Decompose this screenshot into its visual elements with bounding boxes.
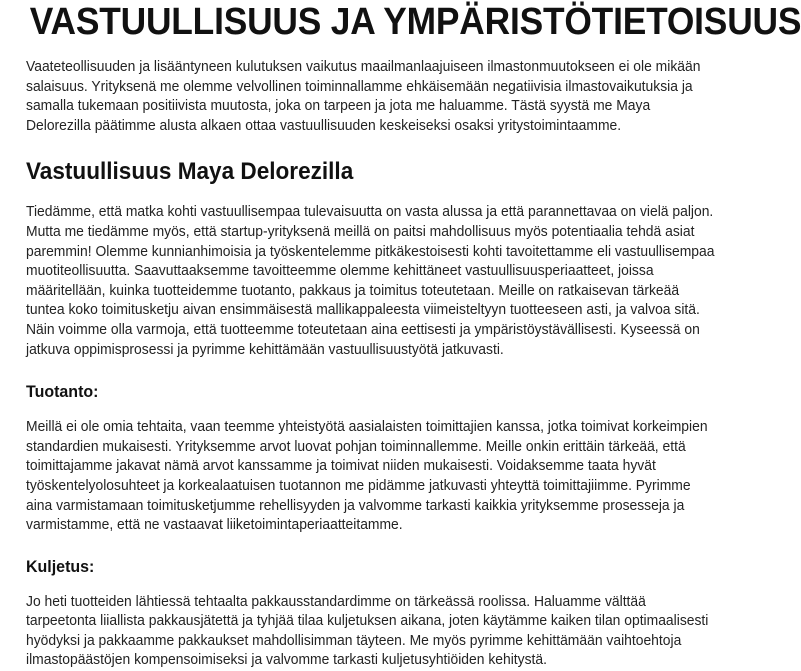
section-heading-tuotanto: Tuotanto: <box>26 382 99 402</box>
section-heading-vastuullisuus: Vastuullisuus Maya Delorezilla <box>26 158 354 186</box>
spacer <box>26 42 742 58</box>
page-title: VASTUULLISUUS JA YMPÄRISTÖTIETOISUUS <box>29 1 801 43</box>
spacer <box>26 185 742 203</box>
section-paragraph-kuljetus: Jo heti tuotteiden lähtiessä tehtaalta pakkausstandardimme on tärkeässä roolissa. Haluamme välttää tarpeetonta liiallista pakkausjätettä ja tyhjää tilaa kuljetuksen aikana, joten käytämme kaiken tilan optimaalisesti hyödyksi ja pakkaamme pakkaukset mahdollisimman täyteen. Me myös pyrimme kehittämään vaihtoehtoja ilmastopäästöjen kompensoimiseksi ja valvomme tarkasti kuljetusyhtiöiden kehitystä. <box>26 593 709 669</box>
section-paragraph-vastuullisuus: Tiedämme, että matka kohti vastuullisempaa tulevaisuutta on vasta alussa ja että parannettavaa on vielä paljon. Mutta me tiedämme myös, että startup-yrityksenä meillä on paitsi mahdollisuus myös potentiaalia tehdä asiat paremmin! Olemme kunnianhimoisia ja työskentelemme pitkäkestoisesti kohti tavoitettamme eli vastuullisempaa muotiteollisuutta. Saavuttaaksemme tavoitteemme olemme kehittäneet vastuullisuusperiaatteet, joissa määritellään, kuinka tuotteidemme tuotanto, pakkaus ja toimitus toteutetaan. Meille on ratkaisevan tärkeää tuntea koko toimitusketju aivan ensimmäisestä mallikappaleesta viimeisteltyyn tuotteeseen asti, ja valvoa sitä. Näin voimme olla varmoja, että tuotteemme toteutetaan aina eettisesti ja ympäristöystävällisesti. Kyseessä on jatkuva oppimisprosessi ja pyrimme kehittämään vastuullisuustyötä jatkuvasti. <box>26 204 715 358</box>
section-heading-kuljetus: Kuljetus: <box>26 556 95 576</box>
spacer <box>26 136 742 159</box>
section-paragraph-tuotanto: Meillä ei ole omia tehtaita, vaan teemme yhteistyötä aasialaisten toimittajien kanssa, jotka toimivat korkeimpien standardien mukaisesti. Yrityksemme arvot luovat pohjan toiminnallemme. Meille onkin erittäin tärkeää, että toimittajamme jakavat nämä arvot kanssamme ja toimivat niiden mukaisesti. Voidaksemme taata hyvät työskentelyolosuhteet ja korkealaatuisen tuotannon me pidämme jatkuvasti yhteyttä toimittajiimme. Pyrimme aina varmistamaan toimitusketjumme rehellisyyden ja valvomme tarkasti kaikkia yrityksemme prosesseja ja varmistamme, että ne vastaavat liiketoimintaperiaatteitamme. <box>26 419 708 534</box>
spacer <box>26 401 742 418</box>
spacer <box>26 536 742 557</box>
spacer <box>26 360 742 382</box>
intro-paragraph: Vaateteollisuuden ja lisääntyneen kulutuksen vaikutus maailmanlaajuiseen ilmastonmuutokseen ei ole mikään salaisuus. Yrityksenä me olemme velvollinen toiminnallamme ehkäisemään negatiivisia ilmastovaikutuksia ja samalla tukemaan positiivista muutosta, joka on tarpeen ja jota me haluamme. Tästä syystä me Maya Delorezilla päätimme alusta alkaen ottaa vastuullisuuden keskeiseksi osaksi yritystoimintaamme. <box>26 59 701 134</box>
spacer <box>26 576 742 593</box>
